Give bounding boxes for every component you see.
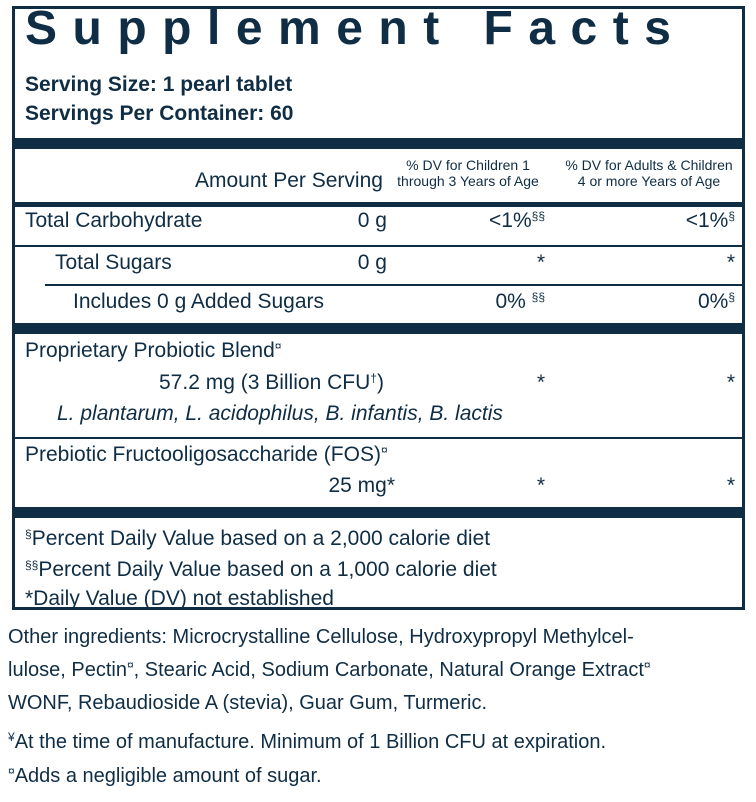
row-fos-dv-children: * xyxy=(536,474,545,497)
supplement-facts-panel xyxy=(12,2,745,610)
row-carb-name: Total Carbohydrate xyxy=(25,209,203,232)
other-ingredients-line2: lulose, Pectin¤, Stearic Acid, Sodium Carbonate, Natural Orange Extract¤ xyxy=(8,658,651,681)
thick-divider xyxy=(15,323,742,334)
row-added-dv-children: 0% §§ xyxy=(495,290,545,313)
row-carb-dv-children: <1%§§ xyxy=(489,209,545,232)
row-rule xyxy=(15,437,742,439)
row-probiotic-name: Proprietary Probiotic Blend¤ xyxy=(25,339,282,362)
row-added-dv-adults: 0%§ xyxy=(697,290,735,313)
sugar-footnote: ¤Adds a negligible amount of sugar. xyxy=(8,764,322,787)
row-sugars-name: Total Sugars xyxy=(55,251,172,274)
servings-per-container: Servings Per Container: 60 xyxy=(25,102,294,125)
footnote-dv-not-established: *Daily Value (DV) not established xyxy=(25,587,334,610)
thick-divider xyxy=(15,138,742,149)
row-sugars-dv-adults: * xyxy=(726,251,735,274)
row-probiotic-strains: L. plantarum, L. acidophilus, B. infantis, B. lactis xyxy=(57,402,503,425)
row-fos-dv-adults: * xyxy=(726,474,735,497)
serving-size: Serving Size: 1 pearl tablet xyxy=(25,73,293,96)
row-fos-amount: 25 mg* xyxy=(328,474,395,497)
footnote-1000-calorie: §§Percent Daily Value based on a 1,000 calorie diet xyxy=(25,558,497,581)
other-ingredients-line1: Other ingredients: Microcrystalline Cellulose, Hydroxypropyl Methylcel- xyxy=(8,626,634,648)
row-added-name: Includes 0 g Added Sugars xyxy=(73,290,325,313)
amount-per-serving-header: Amount Per Serving xyxy=(195,169,383,192)
other-ingredients-line3: WONF, Rebaudioside A (stevia), Guar Gum, Turmeric. xyxy=(8,692,488,714)
row-rule xyxy=(45,284,742,286)
row-rule xyxy=(15,245,742,247)
dv-adults-header: % DV for Adults & Children 4 or more Years of Age xyxy=(565,157,733,189)
row-probiotic-amount: 57.2 mg (3 Billion CFU†) xyxy=(159,371,384,394)
thick-divider xyxy=(15,507,742,518)
medium-divider xyxy=(15,202,742,207)
footnote-2000-calorie: §Percent Daily Value based on a 2,000 calorie diet xyxy=(25,527,491,550)
row-fos-name: Prebiotic Fructooligosaccharide (FOS)¤ xyxy=(25,443,388,466)
row-sugars-amount: 0 g xyxy=(357,251,387,274)
row-carb-amount: 0 g xyxy=(357,209,387,232)
row-probiotic-dv-adults: * xyxy=(726,371,735,394)
row-probiotic-dv-children: * xyxy=(536,371,545,394)
dv-children-header: % DV for Children 1 through 3 Years of Age xyxy=(397,157,539,189)
row-sugars-dv-children: * xyxy=(536,251,545,274)
cfu-footnote: ¥At the time of manufacture. Minimum of 1 Billion CFU at expiration. xyxy=(8,730,607,753)
row-carb-dv-adults: <1%§ xyxy=(685,209,735,232)
panel-title: Supplement Facts xyxy=(25,2,687,55)
